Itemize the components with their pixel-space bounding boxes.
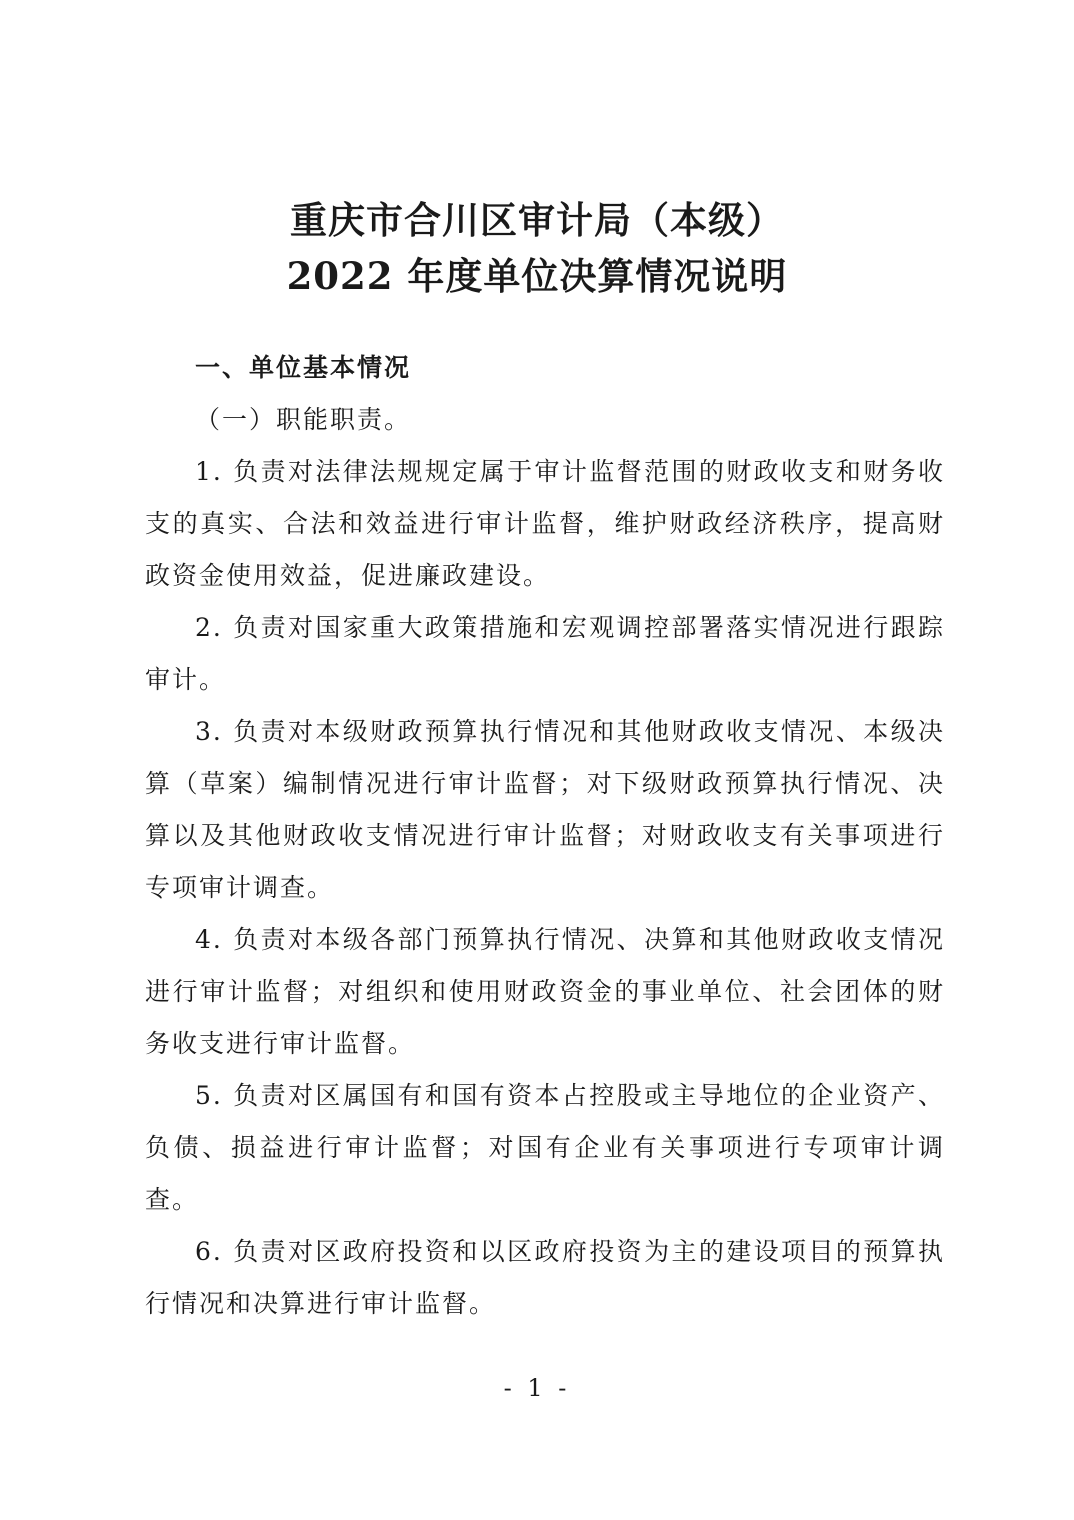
document-body: [145, 342, 945, 1330]
document-title-line1: 重庆市合川区审计局（本级）: [290, 198, 784, 242]
duty-item-5: 5. 负责对区属国有和国有资本占控股或主导地位的企业资产、负债、损益进行审计监督；对国有企业有关事项进行专项审计调查。: [145, 1081, 945, 1214]
duty-item-3: 3. 负责对本级财政预算执行情况和其他财政收支情况、本级决算（草案）编制情况进行审计监督；对下级财政预算执行情况、决算以及其他财政收支情况进行审计监督；对财政收支有关事项进行专项审计调查。: [145, 717, 945, 902]
section-heading: 一、单位基本情况: [195, 353, 412, 382]
document-title-line2: 2022 年度单位决算情况说明: [286, 254, 788, 298]
sub-heading: （一）职能职责。: [195, 405, 412, 434]
duty-item-2: 2. 负责对国家重大政策措施和宏观调控部署落实情况进行跟踪审计。: [145, 613, 945, 694]
duty-item-1: 1. 负责对法律法规规定属于审计监督范围的财政收支和财务收支的真实、合法和效益进行审计监督，维护财政经济秩序，提高财政资金使用效益，促进廉政建设。: [145, 457, 945, 590]
duty-item-4: 4. 负责对本级各部门预算执行情况、决算和其他财政收支情况进行审计监督；对组织和使用财政资金的事业单位、社会团体的财务收支进行审计监督。: [145, 925, 945, 1058]
duty-item-6: 6. 负责对区政府投资和以区政府投资为主的建设项目的预算执行情况和决算进行审计监督。: [145, 1237, 945, 1318]
page-number: - 1 -: [503, 1374, 571, 1402]
